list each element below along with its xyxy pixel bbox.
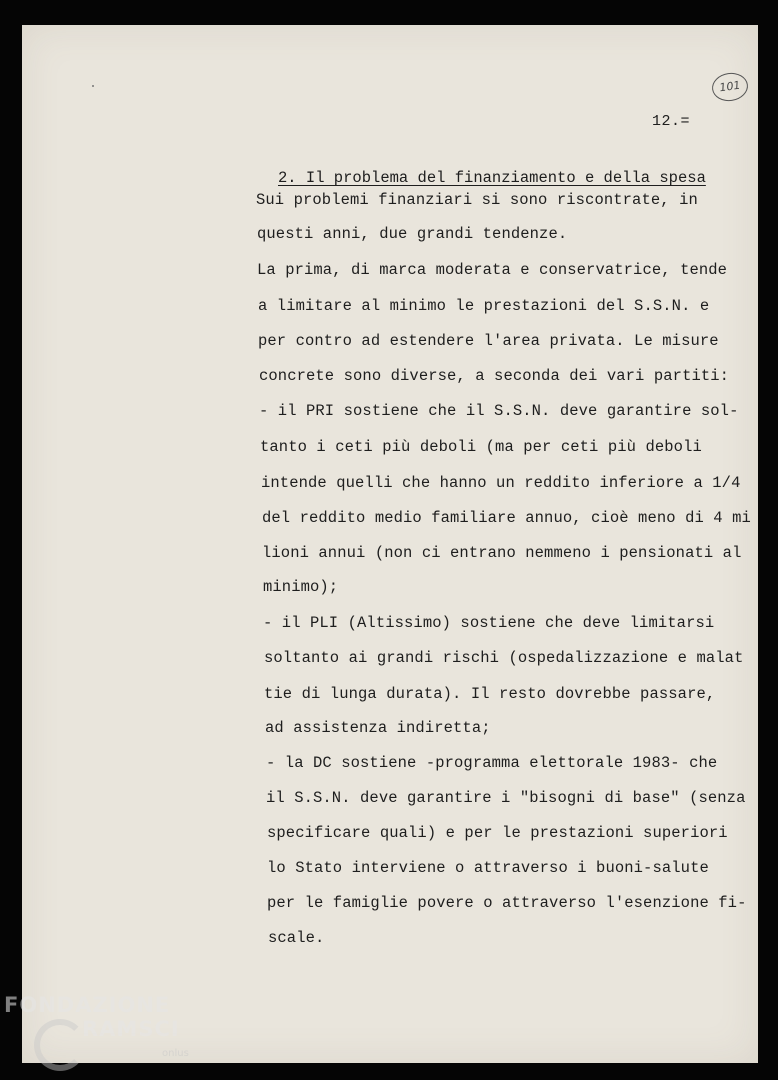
page-number: 12.= bbox=[652, 113, 691, 130]
body-line: soltanto ai grandi rischi (ospedalizzazione e malat bbox=[264, 649, 744, 667]
body-line: tanto i ceti più deboli (ma per ceti più deboli bbox=[260, 438, 702, 456]
watermark-g-logo-icon bbox=[34, 1019, 86, 1071]
body-line: - la DC sostiene -programma elettorale 1983- che bbox=[266, 754, 718, 772]
body-line: ad assistenza indiretta; bbox=[265, 719, 491, 737]
body-line: Sui problemi finanziari si sono riscontrate, in bbox=[256, 191, 698, 209]
document-page bbox=[22, 25, 758, 1063]
body-line: intende quelli che hanno un reddito inferiore a 1/4 bbox=[261, 474, 741, 492]
body-line: il S.S.N. deve garantire i "bisogni di base" (senza bbox=[266, 789, 746, 807]
body-line: specificare quali) e per le prestazioni superiori bbox=[267, 824, 728, 842]
body-line: lioni annui (non ci entrano nemmeno i pensionati al bbox=[262, 544, 742, 562]
body-line: tie di lunga durata). Il resto dovrebbe passare, bbox=[264, 685, 716, 703]
section-heading: 2. Il problema del finanziamento e della spesa bbox=[278, 169, 706, 187]
body-line: minimo); bbox=[263, 578, 339, 596]
body-line: scale. bbox=[268, 929, 325, 947]
body-line: questi anni, due grandi tendenze. bbox=[257, 225, 568, 243]
watermark-line2: RAMSCI bbox=[82, 1017, 180, 1041]
fondazione-gramsci-watermark bbox=[4, 993, 204, 1073]
body-line: per le famiglie povere o attraverso l'esenzione fi- bbox=[267, 894, 747, 912]
body-line: lo Stato interviene o attraverso i buoni-salute bbox=[267, 859, 709, 877]
body-line: per contro ad estendere l'area privata. Le misure bbox=[258, 332, 719, 350]
body-line: La prima, di marca moderata e conservatrice, tende bbox=[257, 261, 728, 279]
watermark-line1: FONDAZIONE bbox=[4, 993, 171, 1017]
body-line: del reddito medio familiare annuo, cioè meno di 4 mi bbox=[262, 509, 751, 527]
archive-stamp: 101 bbox=[710, 71, 750, 104]
watermark-suffix: onlus bbox=[162, 1048, 189, 1059]
body-line: a limitare al minimo le prestazioni del S.S.N. e bbox=[258, 297, 710, 315]
body-line: concrete sono diverse, a seconda dei vari partiti: bbox=[259, 367, 730, 385]
body-line: - il PLI (Altissimo) sostiene che deve limitarsi bbox=[263, 614, 715, 632]
body-line: - il PRI sostiene che il S.S.N. deve garantire sol- bbox=[259, 402, 739, 420]
ink-speck bbox=[92, 85, 94, 87]
